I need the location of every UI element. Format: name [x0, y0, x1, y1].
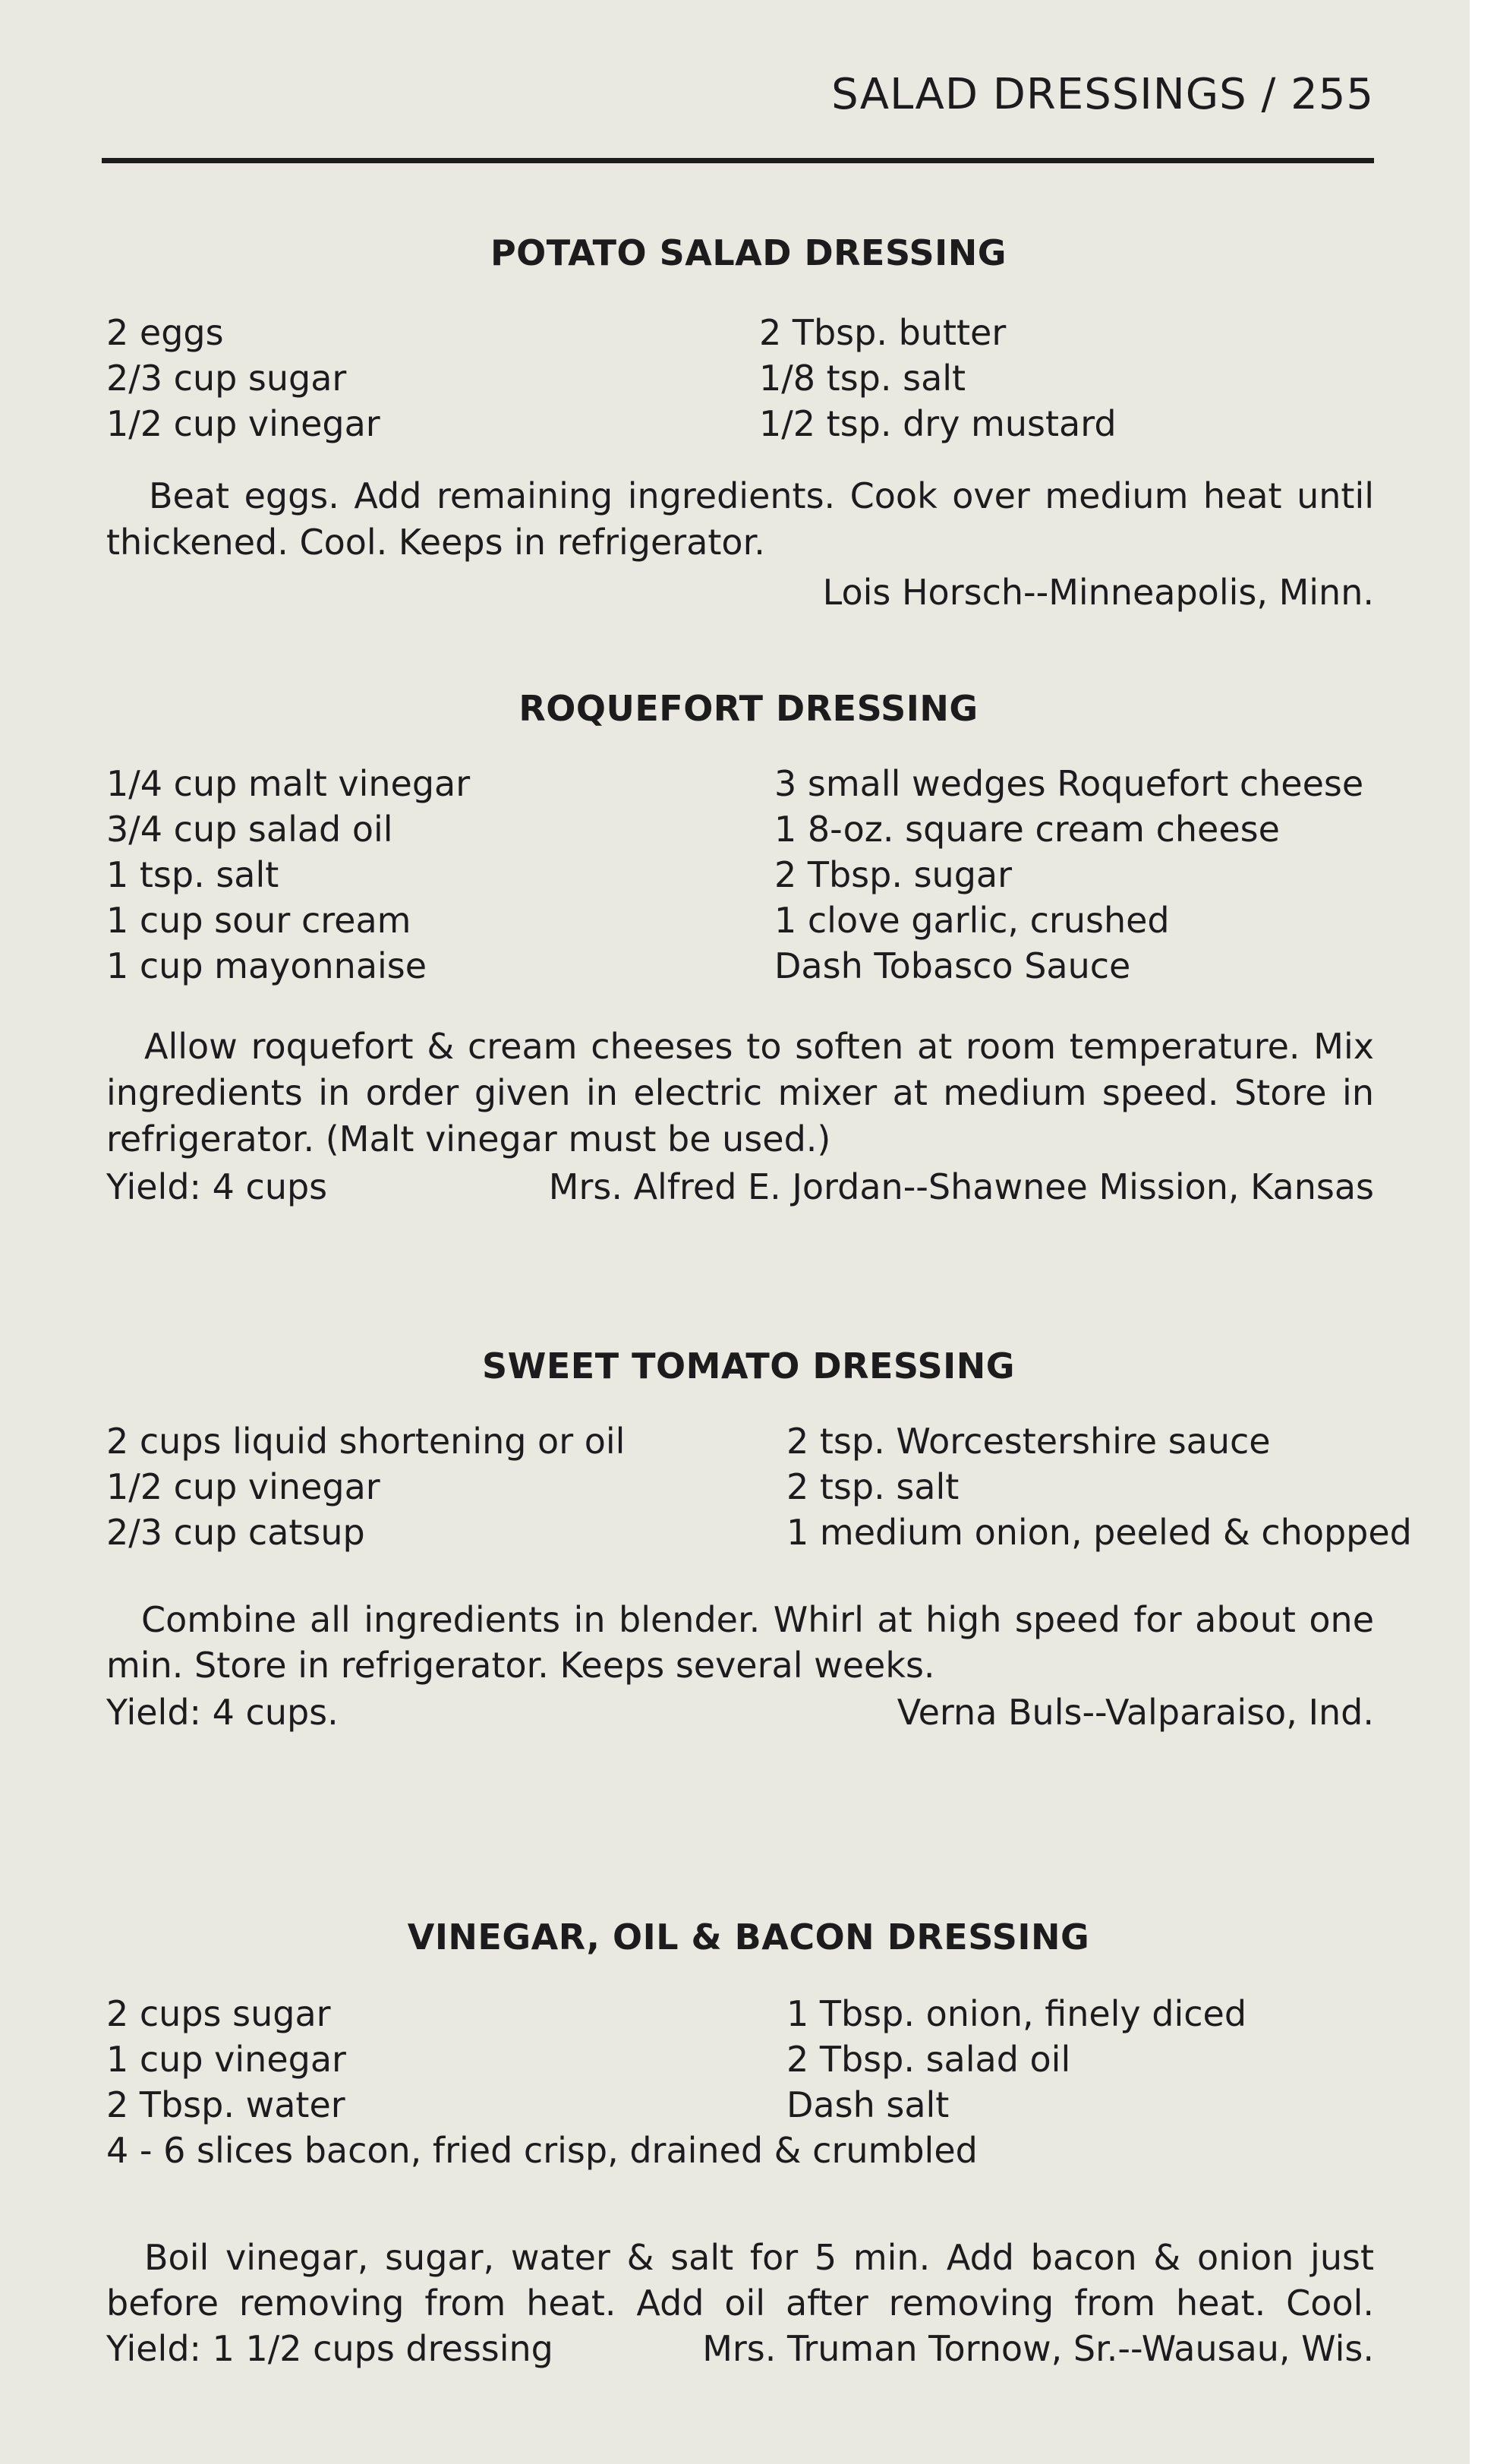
ingredient: 1 cup vinegar — [106, 2039, 346, 2080]
directions-line: Combine all ingredients in blender. Whirl at high speed for about one — [141, 1599, 1374, 1640]
recipe-title-sweet-tomato: SWEET TOMATO DRESSING — [482, 1346, 1015, 1387]
ingredient: 1 clove garlic, crushed — [774, 900, 1170, 941]
yield: Yield: 1 1/2 cups dressing — [106, 2328, 553, 2369]
directions-line: Allow roquefort & cream cheeses to soften at room temperature. Mix — [144, 1026, 1374, 1067]
recipe-title-roquefort: ROQUEFORT DRESSING — [518, 688, 979, 729]
directions-line: min. Store in refrigerator. Keeps several weeks. — [106, 1645, 935, 1686]
ingredient: 1/2 tsp. dry mustard — [759, 403, 1117, 444]
ingredient-list-left — [106, 310, 380, 446]
ingredient: 1/8 tsp. salt — [759, 358, 966, 399]
directions-line: before removing from heat. Add oil after removing from heat. Cool. — [106, 2283, 1374, 2324]
contributor: Lois Horsch--Minneapolis, Minn. — [822, 572, 1374, 613]
ingredient: 2 eggs — [106, 312, 224, 353]
yield: Yield: 4 cups. — [106, 1692, 339, 1733]
ingredient: 1/4 cup malt vinegar — [106, 763, 471, 804]
ingredient: 2 Tbsp. butter — [759, 312, 1007, 353]
ingredient-list-left — [106, 1418, 625, 1555]
ingredient: 2 Tbsp. sugar — [774, 854, 1013, 895]
directions-line: Beat eggs. Add remaining ingredients. Cook over medium heat until — [149, 475, 1374, 516]
ingredient: 1 8-oz. square cream cheese — [774, 809, 1280, 850]
ingredient: 1/2 cup vinegar — [106, 403, 380, 444]
ingredient: Dash Tobasco Sauce — [774, 945, 1131, 986]
ingredient: 2 Tbsp. water — [106, 2084, 345, 2125]
directions-line: ingredients in order given in electric mixer at medium speed. Store in — [106, 1072, 1374, 1113]
ingredient: 1 Tbsp. onion, finely diced — [786, 1993, 1247, 2034]
ingredient: Dash salt — [786, 2084, 950, 2125]
directions-line: refrigerator. (Malt vinegar must be used.) — [106, 1118, 831, 1159]
yield: Yield: 4 cups — [106, 1166, 328, 1207]
running-head: SALAD DRESSINGS / 255 — [831, 70, 1374, 119]
ingredient: 2 cups sugar — [106, 1993, 331, 2034]
ingredient: 1 medium onion, peeled & chopped — [786, 1512, 1412, 1553]
ingredient: 2 tsp. salt — [786, 1466, 960, 1507]
ingredient: 1 cup sour cream — [106, 900, 411, 941]
ingredient-list-right — [759, 310, 1117, 446]
recipe-title-potato-salad: POTATO SALAD DRESSING — [490, 232, 1007, 273]
header-rule — [102, 158, 1374, 163]
directions-line: Boil vinegar, sugar, water & salt for 5 min. Add bacon & onion just — [144, 2237, 1374, 2278]
ingredient-full-width: 4 - 6 slices bacon, fried crisp, drained & crumbled — [106, 2130, 978, 2171]
ingredient-list-right — [774, 761, 1363, 989]
ingredient-list-right — [786, 1418, 1412, 1555]
ingredient: 2 cups liquid shortening or oil — [106, 1421, 626, 1462]
recipe-title-vinegar-oil-bacon: VINEGAR, OIL & BACON DRESSING — [407, 1917, 1090, 1958]
ingredient: 3/4 cup salad oil — [106, 809, 393, 850]
page-edge — [1470, 0, 1497, 2464]
ingredient-list-right — [786, 1991, 1246, 2128]
ingredient: 2/3 cup sugar — [106, 358, 347, 399]
ingredient: 1 cup mayonnaise — [106, 945, 427, 986]
ingredient: 3 small wedges Roquefort cheese — [774, 763, 1364, 804]
ingredient: 2/3 cup catsup — [106, 1512, 365, 1553]
contributor: Mrs. Truman Tornow, Sr.--Wausau, Wis. — [702, 2328, 1374, 2369]
ingredient: 1 tsp. salt — [106, 854, 279, 895]
ingredient: 1/2 cup vinegar — [106, 1466, 380, 1507]
ingredient: 2 tsp. Worcestershire sauce — [786, 1421, 1271, 1462]
ingredient-list-left — [106, 761, 470, 989]
ingredient: 2 Tbsp. salad oil — [786, 2039, 1071, 2080]
directions-line: thickened. Cool. Keeps in refrigerator. — [106, 522, 765, 563]
contributor: Mrs. Alfred E. Jordan--Shawnee Mission, Kansas — [548, 1166, 1374, 1207]
ingredient-list-left — [106, 1991, 346, 2128]
contributor: Verna Buls--Valparaiso, Ind. — [897, 1692, 1374, 1733]
